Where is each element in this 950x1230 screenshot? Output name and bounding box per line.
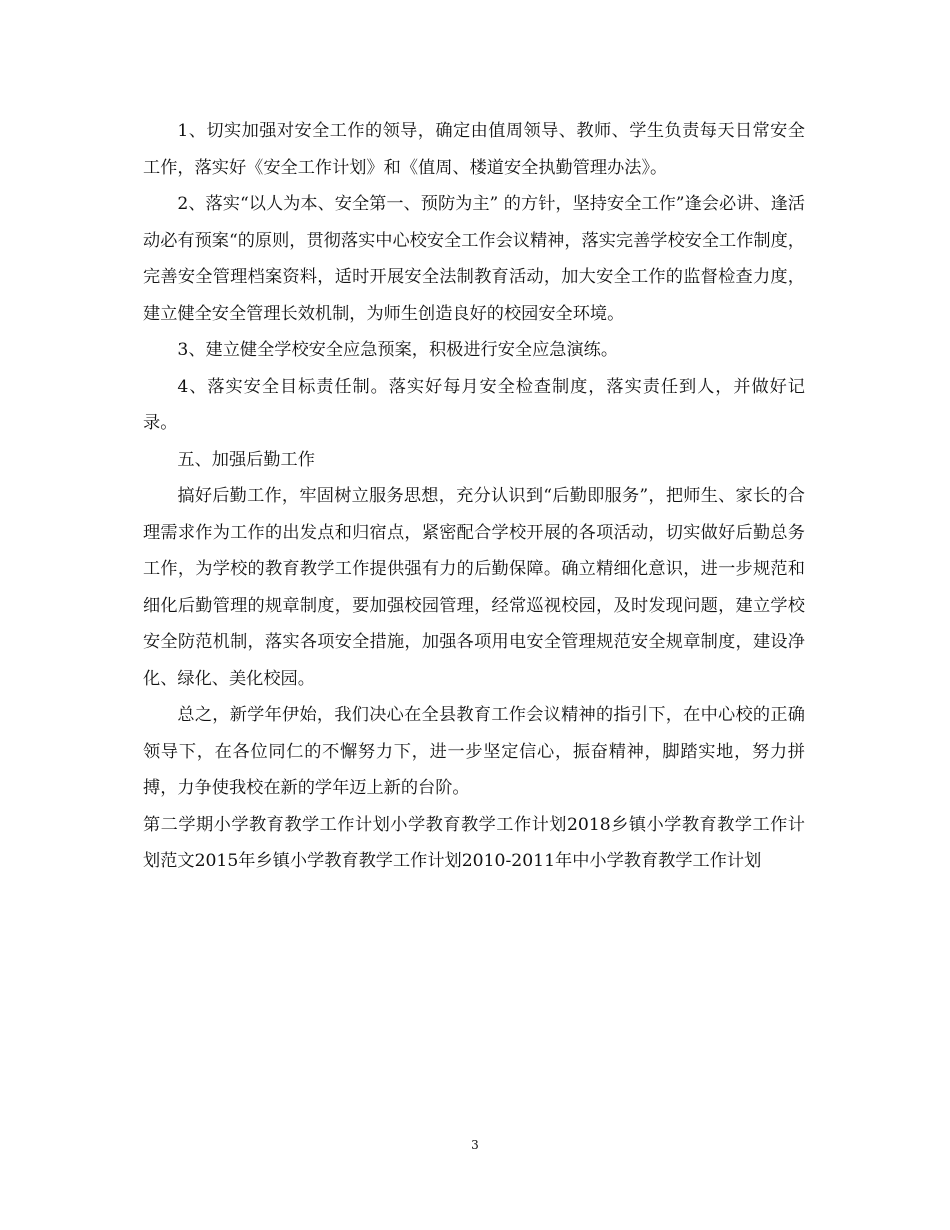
page-number: 3 — [471, 1138, 479, 1152]
document-body — [143, 113, 805, 880]
section-heading-logistics: 五、加强后勤工作 — [177, 449, 315, 470]
paragraph-safety-leadership: 1、切实加强对安全工作的领导，确定由值周领导、教师、学生负责每天日常安全工作，落实好《安全工作计划》和《值周、楼道安全执勤管理办法》。 — [143, 121, 805, 178]
related-titles: 第二学期小学教育教学工作计划小学教育教学工作计划2018乡镇小学教育教学工作计划范文2015年乡镇小学教育教学工作计划2010-2011年中小学教育教学工作计划 — [143, 814, 805, 871]
paragraph-safety-policy: 2、落实“以人为本、安全第一、预防为主” 的方针，坚持安全工作”逢会必讲、逢活动必有预案“的原则，贯彻落实中心校安全工作会议精神，落实完善学校安全工作制度，完善安全管理档案资料，适时开展安全法制教育活动，加大安全工作的监督检查力度，建立健全安全管理长效机制，为师生创造良好的校园安全环境。 — [143, 194, 805, 324]
paragraph-emergency-plan: 3、建立健全学校安全应急预案，积极进行安全应急演练。 — [177, 340, 619, 360]
paragraph-responsibility: 4、落实安全目标责任制。落实好每月安全检查制度，落实责任到人，并做好记录。 — [143, 376, 805, 433]
paragraph-conclusion: 总之，新学年伊始，我们决心在全县教育工作会议精神的指引下，在中心校的正确领导下，在各位同仁的不懈努力下，进一步坚定信心，振奋精神，脚踏实地，努力拼搏，力争使我校在新的学年迈上新的台阶。 — [143, 705, 805, 798]
paragraph-logistics: 搞好后勤工作，牢固树立服务思想，充分认识到“后勤即服务”，把师生、家长的合理需求作为工作的出发点和归宿点，紧密配合学校开展的各项活动，切实做好后勤总务工作，为学校的教育教学工作提供强有力的后勤保障。确立精细化意识，进一步规范和细化后勤管理的规章制度，要加强校园管理，经常巡视校园，及时发现问题，建立学校安全防范机制，落实各项安全措施，加强各项用电安全管理规范安全规章制度，建设净化、绿化、美化校园。 — [143, 486, 805, 689]
